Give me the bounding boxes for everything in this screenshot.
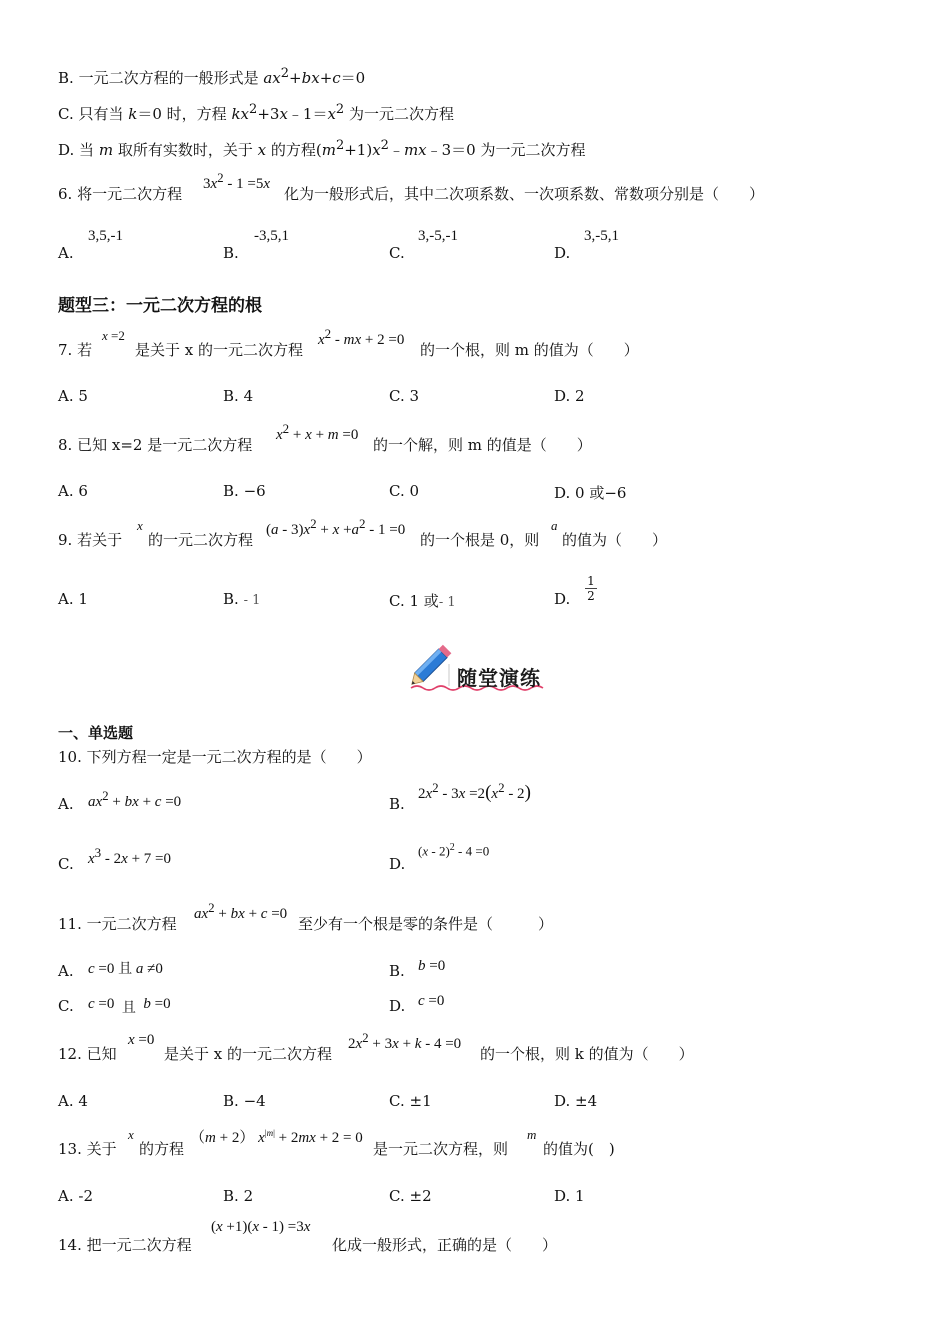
banner-title: 随堂演练 [457,666,541,690]
q12-option-d: D. ±4 [554,1092,598,1110]
q13-option-a: A. -2 [58,1187,94,1205]
q5-option-b: B. 一元二次方程的一般形式是 $ax^2+bx+c=0$ [58,66,366,87]
q14-equation: (x +1)(x - 1) =3x [211,1219,311,1235]
q9-option-d-fraction: 1 2 [585,574,597,603]
q12-option-c: C. ±1 [389,1092,432,1110]
q10-option-b-label: B. [389,795,405,813]
q9-stem-end: 的值为（ ） [562,531,668,549]
q11-option-b-label: B. [389,962,405,980]
q13-stem-end: 的值为( ) [543,1140,615,1158]
q9-option-d-label: D. [554,590,571,608]
q12-stem-mid: 是关于 x 的一元二次方程 [164,1045,332,1063]
q11-option-c-value: c =0 且 b =0 [88,996,171,1016]
q14-stem-end: 化成一般形式，正确的是（ ） [332,1236,558,1254]
q7-option-d: D. 2 [554,387,585,405]
q7-condition: x =2 [102,328,125,343]
q6-stem-end: 化为一般形式后，其中二次项系数、一次项系数、常数项分别是（ ） [284,185,765,203]
q9-stem-mid: 的一元二次方程 [148,531,254,549]
q8-stem-start: 8. 已知 x=2 是一元二次方程 [58,436,253,454]
q10-option-d-label: D. [389,855,406,873]
q7-option-c: C. 3 [389,387,420,405]
q12-equation: $2x^2 + 3x + k - 4 =0$ [348,1030,462,1052]
q11-stem-end: 至少有一个根是零的条件是（ ） [298,915,554,933]
q10-option-b-value: $2x^2 - 3x =2(x^2 - 2)$ [418,780,531,803]
q10-option-a-label: A. [58,795,74,813]
part-title-single-choice: 一、单选题 [58,724,134,742]
q11-option-a-label: A. [58,962,74,980]
q14-stem-start: 14. 把一元二次方程 [58,1236,192,1254]
q12-option-b: B. −4 [223,1092,266,1110]
q9-var-x: x [137,518,143,533]
q13-option-c: C. ±2 [389,1187,432,1205]
q11-option-d-label: D. [389,997,406,1015]
q12-option-a: A. 4 [58,1092,88,1110]
q12-stem-end: 的一个根，则 k 的值为（ ） [480,1045,694,1063]
q5-option-d: D. 当 m 取所有实数时，关于 x 的方程$(m^2+1)x^2﹣mx﹣3=0$ 为一元二次方程 [58,138,586,159]
q6-equation: $3x^2 - 1 =5x$ [203,170,271,192]
q6-option-d-value: 3,-5,1 [584,228,619,244]
q6-option-a-value: 3,5,-1 [88,228,123,244]
q13-stem-start: 13. 关于 [58,1140,117,1158]
q10-option-c-label: C. [58,855,74,873]
q11-stem-start: 11. 一元二次方程 [58,915,177,933]
q11-option-d-value: c =0 [418,993,445,1009]
q12-condition: x =0 [128,1032,155,1048]
q10-option-a-value: $ax^2$ + bx + c =0 [88,788,182,810]
section-title-roots: 题型三：一元二次方程的根 [58,296,262,316]
q11-equation: $ax^2$ + bx + c =0 [194,900,288,922]
q6-option-c-label: C. [389,244,405,262]
q9-var-a: a [551,518,558,533]
q6-option-b-value: -3,5,1 [254,228,289,244]
q9-stem-cont: 的一个根是 0，则 [420,531,540,549]
q11-option-c-label: C. [58,997,74,1015]
q9-equation: $(a - 3)x^2 + x +a^2 - 1 =0$ [266,516,406,538]
q13-equation: （m + 2） $x^{|m|} + 2mx + 2 = 0$ [190,1128,363,1146]
q9-option-c: C. 1 或- 1 [389,592,456,610]
q6-option-a-label: A. [58,244,74,262]
q6-option-c-value: 3,-5,-1 [418,228,458,244]
q8-option-c: C. 0 [389,482,420,500]
q10-option-d-value: (x - 2)$^2$ - 4 =0 [418,842,490,859]
q13-option-d: D. 1 [554,1187,585,1205]
q13-option-b: B. 2 [223,1187,254,1205]
q6-option-b-label: B. [223,244,239,262]
q11-option-a-value: c =0 且 a ≠0 [88,961,163,977]
q7-stem-mid: 是关于 x 的一元二次方程 [135,341,303,359]
q7-stem-start: 7. 若 [58,341,93,359]
q13-stem-mid: 的方程 [139,1140,185,1158]
q9-option-a: A. 1 [58,590,88,608]
q8-option-d: D. 0 或−6 [554,484,627,502]
q8-option-a: A. 6 [58,482,88,500]
q8-option-b: B. −6 [223,482,266,500]
q7-option-b: B. 4 [223,387,254,405]
q8-stem-end: 的一个解，则 m 的值是（ ） [373,436,592,454]
q13-var-m: m [527,1127,537,1142]
q9-option-b: B. - 1 [223,590,261,608]
q13-var-x: x [128,1127,134,1142]
q6-stem: 6. 将一元二次方程 [58,185,183,203]
q7-equation: $x^2$ - mx + 2 =0 [318,326,405,348]
q7-stem-end: 的一个根，则 m 的值为（ ） [420,341,639,359]
q9-stem-start: 9. 若关于 [58,531,123,549]
q10-stem: 10. 下列方程一定是一元二次方程的是（ ） [58,748,372,766]
q10-option-c-value: $x^3 - 2x + 7 =0$ [88,845,172,867]
q7-option-a: A. 5 [58,387,88,405]
q11-option-b-value: b =0 [418,958,446,974]
q13-stem-cont: 是一元二次方程，则 [373,1140,509,1158]
q8-equation: $x^2 + x + m =0$ [276,421,359,443]
practice-banner [403,636,553,696]
q6-option-d-label: D. [554,244,571,262]
q12-stem-start: 12. 已知 [58,1045,117,1063]
q5-option-c: C. 只有当 k＝0 时，方程 $kx^2+3x﹣1=x^2$ 为一元二次方程 [58,102,454,123]
